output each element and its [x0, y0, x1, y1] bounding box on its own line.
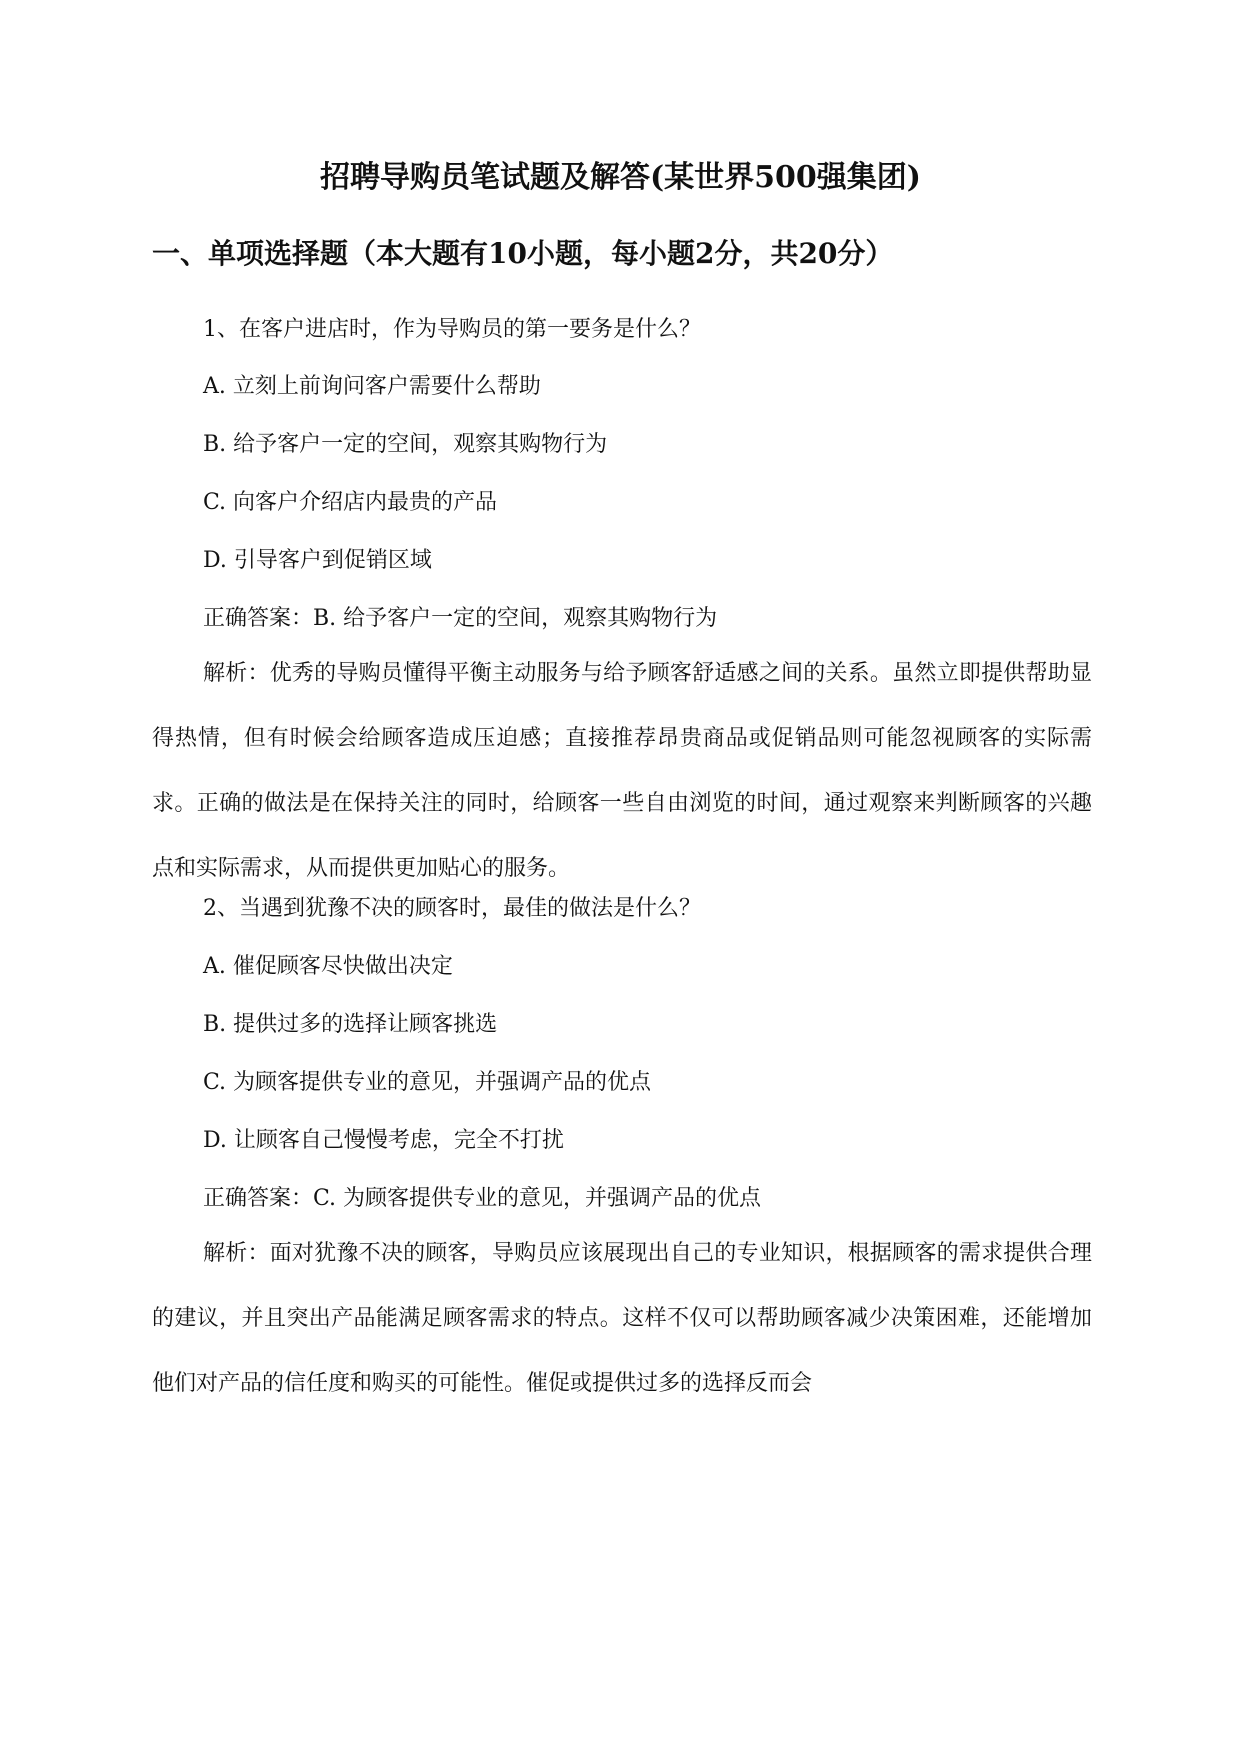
question-2-text: 2、当遇到犹豫不决的顾客时，最佳的做法是什么？	[203, 896, 701, 921]
document-title: 招聘导购员笔试题及解答(某世界500强集团)	[319, 160, 921, 195]
question-1-analysis: 解析：优秀的导购员懂得平衡主动服务与给予顾客舒适感之间的关系。虽然立即提供帮助显得热情，但有时候会给顾客造成压迫感；直接推荐昂贵商品或促销品则可能忽视顾客的实际需求。正确的做法是在保持关注的同时，给顾客一些自由浏览的时间，通过观察来判断顾客的兴趣点和实际需求，从而提供更加贴心的服务。	[152, 661, 1092, 881]
question-2-option-a: A. 催促顾客尽快做出决定	[203, 954, 453, 979]
question-2-option-c: C. 为顾客提供专业的意见，并强调产品的优点	[203, 1070, 652, 1095]
question-2-answer: 正确答案：C. 为顾客提供专业的意见，并强调产品的优点	[203, 1186, 762, 1211]
question-1-answer: 正确答案：B. 给予客户一定的空间，观察其购物行为	[203, 606, 718, 631]
question-2-analysis: 解析：面对犹豫不决的顾客，导购员应该展现出自己的专业知识，根据顾客的需求提供合理的建议，并且突出产品能满足顾客需求的特点。这样不仅可以帮助顾客减少决策困难，还能增加他们对产品的信任度和购买的可能性。催促或提供过多的选择反而会	[152, 1241, 1092, 1396]
section-heading: 一、单项选择题（本大题有10小题，每小题2分，共20分）	[152, 237, 894, 270]
question-1-option-a: A. 立刻上前询问客户需要什么帮助	[203, 374, 541, 399]
question-2-option-d: D. 让顾客自己慢慢考虑，完全不打扰	[203, 1128, 564, 1153]
question-1-text: 1、在客户进店时，作为导购员的第一要务是什么？	[203, 317, 701, 342]
question-2-option-b: B. 提供过多的选择让顾客挑选	[203, 1012, 498, 1037]
question-1-option-c: C. 向客户介绍店内最贵的产品	[203, 490, 498, 515]
question-1-option-b: B. 给予客户一定的空间，观察其购物行为	[203, 432, 608, 457]
question-1-option-d: D. 引导客户到促销区域	[203, 548, 432, 573]
